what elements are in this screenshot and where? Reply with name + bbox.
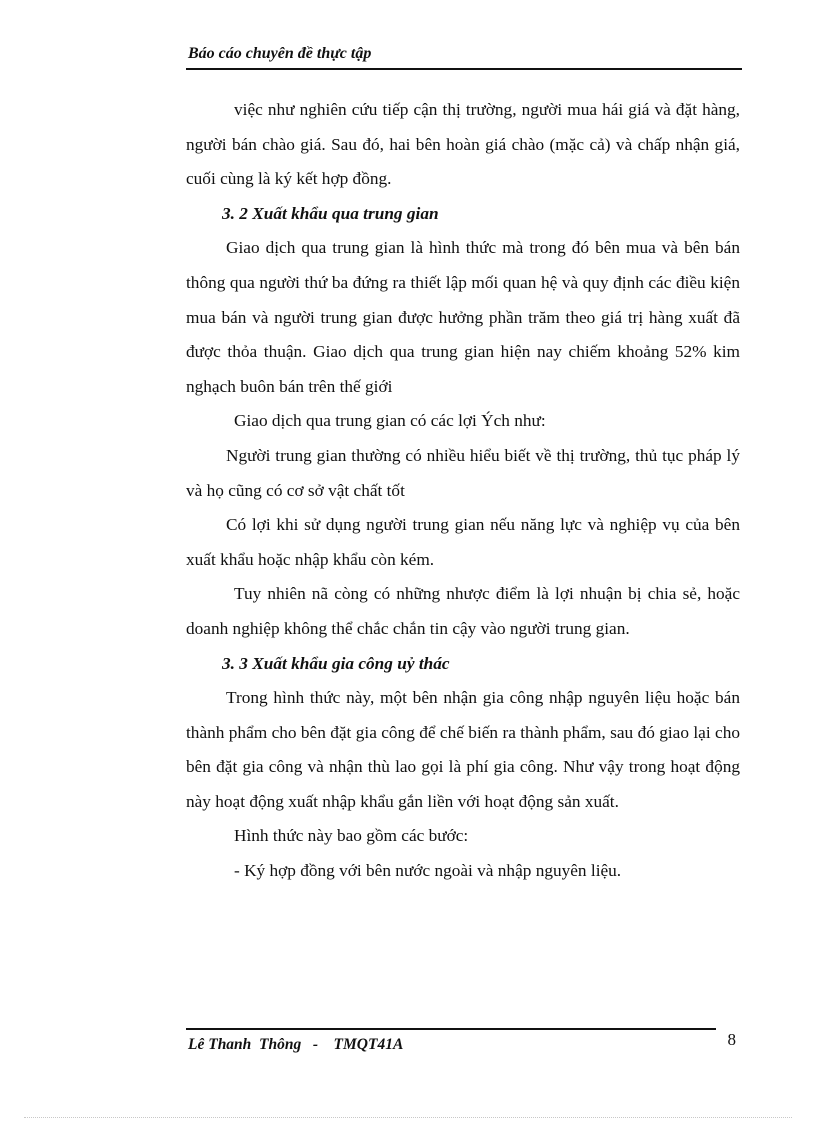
paragraph-8: Hình thức này bao gồm các bước: bbox=[234, 826, 469, 846]
page-footer bbox=[186, 1028, 742, 1058]
page-bottom-divider bbox=[24, 1117, 792, 1118]
paragraph-1: việc như nghiên cứu tiếp cận thị trường, người mua hái giá và đặt hàng, người bán chào giá. Sau đó, hai bên hoàn giá chào (mặc cả) và chấp nhận giá, cuối cùng là ký kết hợp đồng. bbox=[186, 100, 740, 189]
paragraph-2: Giao dịch qua trung gian là hình thức mà trong đó bên mua và bên bán thông qua người thứ ba đứng ra thiết lập mối quan hệ và quy định các điều kiện mua bán và người trung gian được hưởng phần trăm theo giá trị hàng xuất đã được thỏa thuận. Giao dịch qua trung gian hiện nay chiếm khoảng 52% kim nghạch buôn bán trên thế giới bbox=[186, 238, 740, 396]
paragraph-6: Tuy nhiên nã còng có những nhược điểm là lợi nhuận bị chia sẻ, hoặc doanh nghiệp không thể chắc chắn tin cậy vào người trung gian. bbox=[186, 584, 740, 638]
section-heading-3-3: 3. 3 Xuất khẩu gia công uỷ thác bbox=[222, 653, 450, 673]
footer-author: Lê Thanh Thông - TMQT41A bbox=[188, 1036, 404, 1053]
section-heading-3-2: 3. 2 Xuất khẩu qua trung gian bbox=[222, 203, 439, 223]
page-number: 8 bbox=[727, 1030, 736, 1049]
footer-rule bbox=[186, 1028, 716, 1030]
paragraph-3: Giao dịch qua trung gian có các lợi Ých như: bbox=[234, 411, 546, 431]
page-body bbox=[186, 93, 740, 889]
paragraph-5: Có lợi khi sử dụng người trung gian nếu năng lực và nghiệp vụ của bên xuất khẩu hoặc nhập khẩu còn kém. bbox=[186, 515, 740, 569]
page-header bbox=[186, 44, 742, 70]
paragraph-7: Trong hình thức này, một bên nhận gia công nhập nguyên liệu hoặc bán thành phẩm cho bên đặt gia công để chế biến ra thành phẩm, sau đó giao lại cho bên đặt gia công và nhận thù lao gọi là phí gia công. Như vậy trong hoạt động này hoạt động xuất nhập khẩu gắn liền với hoạt động sản xuất. bbox=[186, 688, 740, 811]
list-item-1: - Ký hợp đồng với bên nước ngoài và nhập nguyên liệu. bbox=[234, 861, 622, 881]
paragraph-4: Người trung gian thường có nhiều hiểu biết về thị trường, thủ tục pháp lý và họ cũng có cơ sở vật chất tốt bbox=[186, 445, 740, 500]
header-rule bbox=[186, 68, 742, 70]
header-title: Báo cáo chuyên đề thực tập bbox=[188, 45, 372, 62]
